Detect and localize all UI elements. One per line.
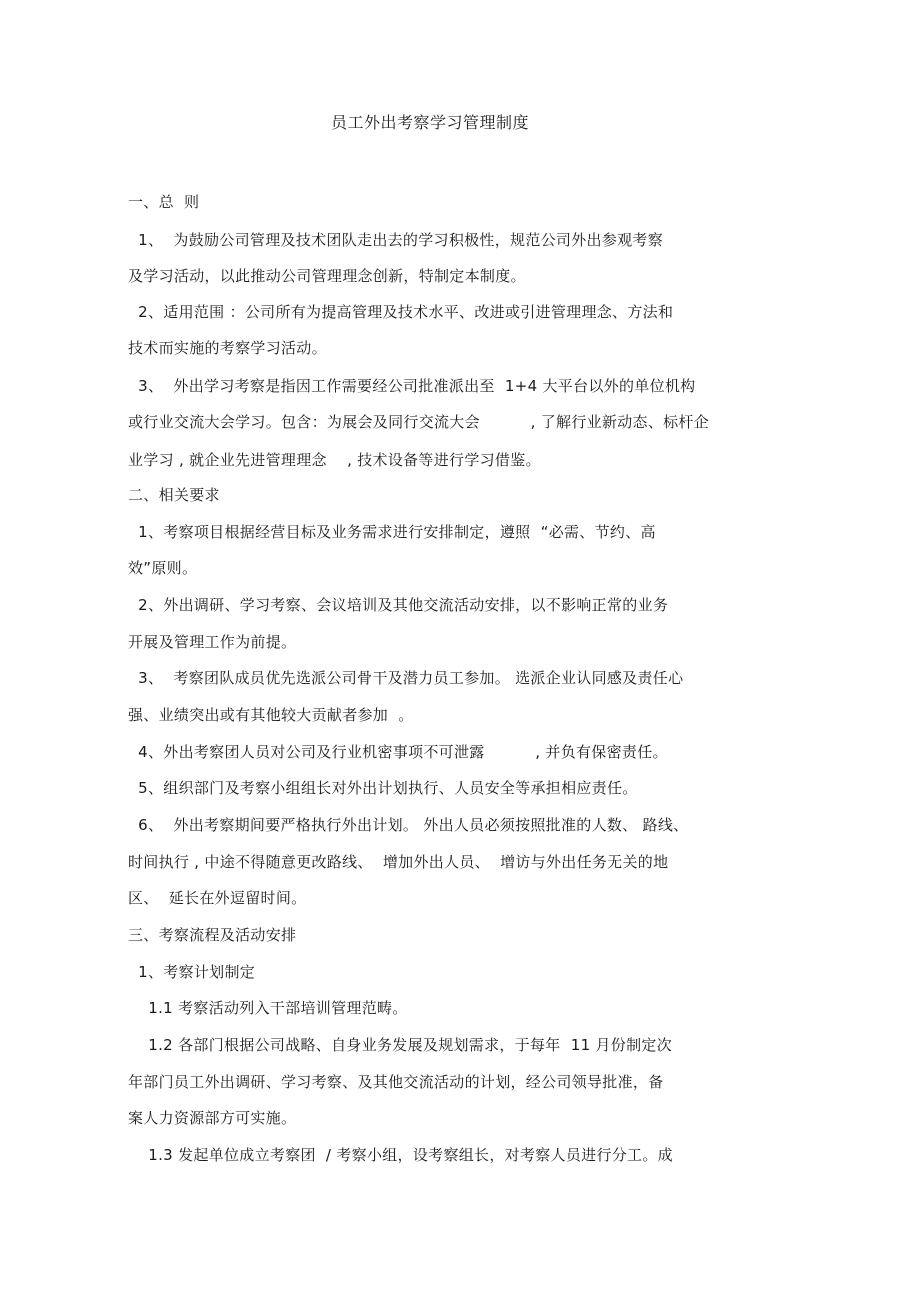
paragraph-line: 2、适用范围 ：公司所有为提高管理及技术水平、改进或引进管理理念、方法和 (128, 303, 674, 321)
section-heading-1: 一、总 则 (128, 193, 200, 211)
paragraph-line: 案人力资源部方可实施。 (128, 1109, 297, 1127)
paragraph-line: 3、 考察团队成员优先选派公司骨干及潜力员工参加。 选派企业认同感及责任心 (128, 669, 684, 687)
paragraph-line: 1.2 各部门根据公司战略、自身业务发展及规划需求，于每年 11 月份制定次 (128, 1036, 672, 1054)
paragraph-line: 时间执行 , 中途不得随意更改路线、 增加外出人员、 增访与外出任务无关的地 (128, 853, 669, 871)
section-heading-3: 三、考察流程及活动安排 (128, 926, 297, 944)
paragraph-line: 或行业交流大会学习。包含：为展会及同行交流大会 , 了解行业新动态、标杆企 (128, 413, 710, 431)
paragraph-line: 1.1 考察活动列入干部培训管理范畴。 (128, 999, 408, 1017)
paragraph-line: 开展及管理工作为前提。 (128, 633, 297, 651)
paragraph-line: 6、 外出考察期间要严格执行外出计划。 外出人员必须按照批准的人数、 路线、 (128, 816, 689, 834)
paragraph-line: 1、 为鼓励公司管理及技术团队走出去的学习积极性，规范公司外出参观考察 (128, 231, 664, 249)
paragraph-line: 年部门员工外出调研、学习考察、及其他交流活动的计划，经公司领导批准，备 (128, 1073, 664, 1091)
paragraph-line: 及学习活动，以此推动公司管理理念创新，特制定本制度。 (128, 267, 526, 285)
paragraph-line: 区、 延长在外逗留时间。 (128, 889, 307, 907)
paragraph-line: 2、外出调研、学习考察、会议培训及其他交流活动安排，以不影响正常的业务 (128, 596, 669, 614)
paragraph-line: 业学习 , 就企业先进管理理念 , 技术设备等进行学习借鉴。 (128, 451, 541, 469)
section-heading-2: 二、相关要求 (128, 486, 220, 504)
paragraph-line: 1、考察项目根据经营目标及业务需求进行安排制定，遵照 “必需、节约、高 (128, 523, 656, 541)
paragraph-line: 5、组织部门及考察小组组长对外出计划执行、人员安全等承担相应责任。 (128, 779, 638, 797)
paragraph-line: 强、业绩突出或有其他较大贡献者参加 。 (128, 706, 414, 724)
paragraph-line: 效”原则。 (128, 559, 198, 577)
paragraph-line: 1.3 发起单位成立考察团 / 考察小组，设考察组长，对考察人员进行分工。成 (128, 1146, 673, 1164)
paragraph-line: 4、外出考察团人员对公司及行业机密事项不可泄露 , 并负有保密责任。 (128, 743, 668, 761)
paragraph-line: 3、 外出学习考察是指因工作需要经公司批准派出至 1+4 大平台以外的单位机构 (128, 377, 696, 395)
paragraph-line: 1、考察计划制定 (128, 963, 256, 981)
paragraph-line: 技术而实施的考察学习活动。 (128, 339, 327, 357)
document-title: 员工外出考察学习管理制度 (330, 113, 529, 132)
